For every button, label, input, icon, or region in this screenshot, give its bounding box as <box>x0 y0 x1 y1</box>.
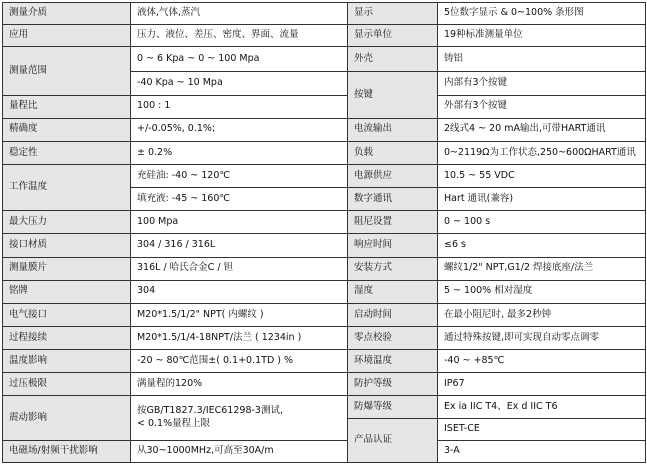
spec-value: 液体,气体,蒸汽 <box>131 3 348 25</box>
spec-value: 压力、液位、差压、密度、界面、流量 <box>131 25 348 47</box>
table-row <box>3 396 646 418</box>
spec-value: -40 Kpa ~ 10 Mpa <box>131 72 348 95</box>
table-row <box>3 211 646 234</box>
spec-label: 防护等级 <box>348 373 438 396</box>
spec-label: 电源供应 <box>348 165 438 188</box>
spec-label: 测量范围 <box>3 47 131 95</box>
table-row <box>3 141 646 164</box>
spec-label: 外壳 <box>348 47 438 72</box>
spec-value: 满量程的120% <box>131 373 348 396</box>
spec-value: 304 <box>131 280 348 303</box>
spec-label: 接口材质 <box>3 234 131 257</box>
spec-label: 零点校验 <box>348 326 438 349</box>
spec-value: 100 : 1 <box>131 95 348 118</box>
spec-value: 填充液: -45 ~ 160℃ <box>131 188 348 211</box>
table-row <box>3 95 646 118</box>
spec-label: 湿度 <box>348 280 438 303</box>
spec-value: 0 ~ 100 s <box>438 211 646 234</box>
spec-label: 按键 <box>348 72 438 118</box>
spec-label: 工作温度 <box>3 165 131 211</box>
spec-label: 测量介质 <box>3 3 131 25</box>
spec-value: -20 ~ 80℃范围±( 0.1+0.1TD ) % <box>131 350 348 373</box>
spec-value: 304 / 316 / 316L <box>131 234 348 257</box>
spec-label: 电磁场/射频干扰影响 <box>3 440 131 462</box>
spec-label: 负载 <box>348 141 438 164</box>
spec-label: 环境温度 <box>348 350 438 373</box>
spec-value: 5 ~ 100% 相对湿度 <box>438 280 646 303</box>
spec-label: 数字通讯 <box>348 188 438 211</box>
spec-label: 显示 <box>348 3 438 25</box>
spec-value: -40 ~ +85℃ <box>438 350 646 373</box>
spec-value: 10.5 ~ 55 VDC <box>438 165 646 188</box>
spec-value: 通过特殊按键,即可实现自动零点调零 <box>438 326 646 349</box>
spec-label: 最大压力 <box>3 211 131 234</box>
spec-value: Hart 通讯(兼容) <box>438 188 646 211</box>
spec-value: IP67 <box>438 373 646 396</box>
spec-label: 应用 <box>3 25 131 47</box>
spec-label: 启动时间 <box>348 303 438 326</box>
spec-value: ISET-CE <box>438 418 646 440</box>
spec-label: 电流输出 <box>348 118 438 141</box>
spec-value: 铸铝 <box>438 47 646 72</box>
spec-label: 铭牌 <box>3 280 131 303</box>
table-row <box>3 257 646 280</box>
spec-value: M20*1.5/1/2" NPT( 内螺纹 ) <box>131 303 348 326</box>
spec-label: 电气接口 <box>3 303 131 326</box>
spec-value: 100 Mpa <box>131 211 348 234</box>
spec-value-line: 按GB/T1827.3/IEC61298-3测试, <box>137 405 283 417</box>
table-row <box>3 280 646 303</box>
spec-label: 过压极限 <box>3 373 131 396</box>
spec-value: 5位数字显示 & 0~100% 条形图 <box>438 3 646 25</box>
spec-value: 0 ~ 6 Kpa ~ 0 ~ 100 Mpa <box>131 47 348 72</box>
spec-value: 外部有3个按键 <box>438 95 646 118</box>
spec-value: 19种标准测量单位 <box>438 25 646 47</box>
spec-label: 温度影响 <box>3 350 131 373</box>
spec-value: 2线式4 ~ 20 mA输出,可带HART通讯 <box>438 118 646 141</box>
spec-value-line: < 0.1%量程上限 <box>137 418 211 430</box>
spec-value: 316L / 哈氏合金C / 钽 <box>131 257 348 280</box>
table-row <box>3 118 646 141</box>
spec-label: 防爆等级 <box>348 396 438 418</box>
spec-value <box>131 396 348 440</box>
spec-label: 测量膜片 <box>3 257 131 280</box>
spec-label: 安装方式 <box>348 257 438 280</box>
table-row <box>3 25 646 47</box>
spec-value: ± 0.2% <box>131 141 348 164</box>
spec-value: +/-0.05%, 0.1%; <box>131 118 348 141</box>
table-row <box>3 47 646 72</box>
spec-value: 从30~1000MHz,可高至30A/m <box>131 440 348 462</box>
spec-value: 充硅油: -40 ~ 120℃ <box>131 165 348 188</box>
spec-label: 过程接续 <box>3 326 131 349</box>
spec-value: 0~2119Ω为工作状态,250~600ΩHART通讯 <box>438 141 646 164</box>
table-row <box>3 373 646 396</box>
table-row <box>3 326 646 349</box>
table-row <box>3 3 646 25</box>
spec-value: M20*1.5/1/4-18NPT/法兰 ( 1234in ) <box>131 326 348 349</box>
spec-label: 阻尼设置 <box>348 211 438 234</box>
spec-label: 产品认证 <box>348 418 438 462</box>
spec-label: 响应时间 <box>348 234 438 257</box>
spec-value: 3-A <box>438 440 646 462</box>
spec-value: ≤6 s <box>438 234 646 257</box>
spec-label: 量程比 <box>3 95 131 118</box>
table-row <box>3 350 646 373</box>
table-row <box>3 303 646 326</box>
spec-label: 显示单位 <box>348 25 438 47</box>
table-row <box>3 440 646 462</box>
spec-table <box>2 2 646 463</box>
spec-value: 内部有3个按键 <box>438 72 646 95</box>
spec-value: 在最小阻尼时, 最多2秒钟 <box>438 303 646 326</box>
table-row <box>3 165 646 188</box>
spec-label: 稳定性 <box>3 141 131 164</box>
spec-label: 精确度 <box>3 118 131 141</box>
spec-value: Ex ia IIC T4、Ex d IIC T6 <box>438 396 646 418</box>
spec-value: 螺纹1/2" NPT,G1/2 焊接底座/法兰 <box>438 257 646 280</box>
table-row <box>3 234 646 257</box>
spec-label: 震动影响 <box>3 396 131 440</box>
